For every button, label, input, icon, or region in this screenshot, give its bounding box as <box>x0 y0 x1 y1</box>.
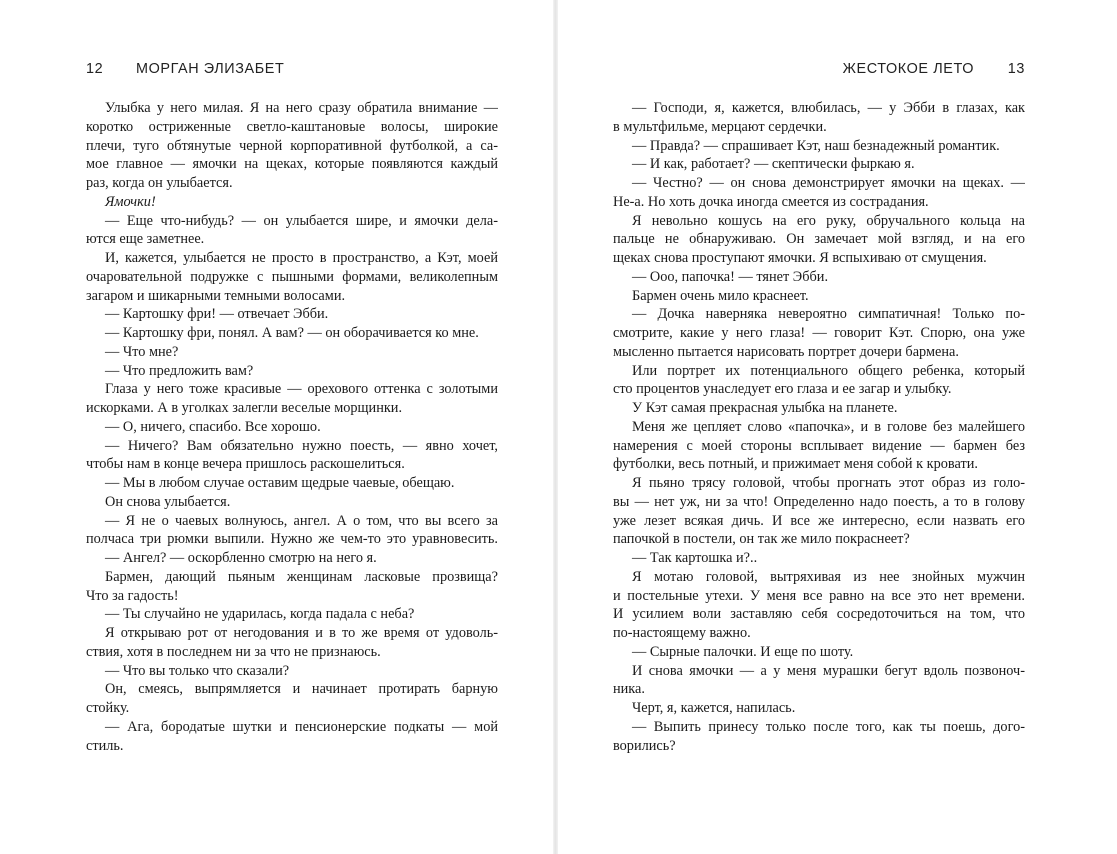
running-head-author: МОРГАН ЭЛИЗАБЕТ <box>136 61 285 77</box>
text-line: И усилием воли заставляю себя сосредоточиться на том, что <box>613 606 1025 623</box>
text-line: Ямочки! <box>105 193 156 210</box>
text-line: — Еще что-нибудь? — он улыбается шире, и ямочки дела- <box>105 212 498 229</box>
text-line: — И как, работает? — скептически фыркаю я. <box>632 156 915 173</box>
text-line: — Дочка наверняка невероятно симпатичная! Только по- <box>632 306 1025 323</box>
text-line: Не-а. Но хоть дочка иногда смеется из сострадания. <box>613 193 929 210</box>
text-line: — Я не о чаевых волнуюсь, ангел. А о том, что вы всего за <box>105 512 498 529</box>
text-line: Я невольно кошусь на его руку, обручального кольца на <box>632 212 1025 229</box>
text-line: Бармен очень мило краснеет. <box>632 287 809 304</box>
body-text <box>613 99 1025 755</box>
text-line: загаром и шикарными темными волосами. <box>86 287 346 304</box>
text-line: и постельные утехи. У меня все равно на все это нет времени. <box>613 587 1025 604</box>
text-line: папочкой в постели, он так же мило покраснеет? <box>613 531 910 548</box>
right-page <box>558 0 1117 854</box>
text-line: раз, когда он улыбается. <box>86 175 233 191</box>
text-line: ворились? <box>613 737 676 754</box>
text-line: Черт, я, кажется, напилась. <box>632 700 796 716</box>
text-line: Он, смеясь, выпрямляется и начинает протирать барную <box>105 681 498 698</box>
text-line: уже лезет всякая дичь. И все же интересно, если назвать его <box>613 512 1025 529</box>
text-line: искорками. А в уголках залегли веселые морщинки. <box>86 400 403 416</box>
text-line: — Ты случайно не ударилась, когда падала с неба? <box>105 606 415 623</box>
text-line: — Что предложить вам? <box>105 362 254 379</box>
text-line: Я открываю рот от негодования и в то же время от удоволь- <box>105 625 498 641</box>
text-line: Глаза у него тоже красивые — орехового оттенка с золотыми <box>105 381 498 398</box>
text-line: — Сырные палочки. И еще по шоту. <box>632 643 854 660</box>
text-line: Или портрет их потенциального общего ребенка, который <box>632 362 1025 379</box>
text-line: — Честно? — он снова демонстрирует ямочки на щеках. — <box>632 175 1025 191</box>
text-line: — Картошку фри! — отвечает Эбби. <box>105 306 329 323</box>
text-line: плечи, туго обтянутые черной корпоративной футболкой, а са- <box>86 137 498 154</box>
text-line: — Ооо, папочка! — тянет Эбби. <box>632 268 829 285</box>
text-line: — Выпить принесу только после того, как ты поешь, дого- <box>632 718 1025 735</box>
text-line: — Ага, бородатые шутки и пенсионерские подкаты — мой <box>105 718 498 735</box>
text-line: щеках снова проступают ямочки. Я вспыхиваю от смущения. <box>613 250 987 266</box>
text-line: чтобы нам в конце вечера пришлось раскошелиться. <box>86 456 405 473</box>
text-line: ются еще заметнее. <box>86 231 205 248</box>
text-line: коротко остриженные светло-каштановые волосы, широкие <box>86 118 498 135</box>
text-line: в мультфильме, мерцают сердечки. <box>613 118 827 135</box>
text-line: очаровательной подружке с пышными формами, великолепным <box>86 268 498 285</box>
text-line: У Кэт самая прекрасная улыбка на планете. <box>632 400 898 416</box>
page-number: 12 <box>86 61 104 77</box>
text-line: по-настоящему важно. <box>613 625 751 641</box>
text-line: намерения с моей стороны всплывает видение — бармен без <box>613 437 1025 454</box>
text-line: — О, ничего, спасибо. Все хорошо. <box>105 418 321 435</box>
text-line: Я пьяно трясу головой, чтобы прогнать этот образ из голо- <box>632 475 1025 491</box>
text-line: — Картошку фри, понял. А вам? — он оборачивается ко мне. <box>105 325 479 341</box>
text-line: смотрите, какие у него глаза! — говорит Кэт. Спорю, она уже <box>613 325 1025 341</box>
text-line: — Так картошка и?.. <box>632 550 758 566</box>
text-line: стиль. <box>86 737 124 754</box>
text-line: пальце не обнаруживаю. Он замечает мой взгляд, и на его <box>613 231 1025 248</box>
text-line: — Правда? — спрашивает Кэт, наш безнадежный романтик. <box>632 137 1000 154</box>
text-line: Что за гадость! <box>86 587 179 604</box>
text-line: футболки, весь потный, и прижимает меня собой к кровати. <box>613 456 978 473</box>
text-line: Он снова улыбается. <box>105 493 231 510</box>
text-line: Я мотаю головой, вытряхивая из нее знойных мужчин <box>632 568 1025 585</box>
text-line: — Что мне? <box>105 343 179 360</box>
text-line: Бармен, дающий пьяным женщинам ласковые прозвища? <box>105 568 498 585</box>
body-text <box>86 99 498 755</box>
running-head-title: ЖЕСТОКОЕ ЛЕТО <box>842 61 974 77</box>
text-line: вы — нет уж, ни за что! Определенно надо поесть, а то в голову <box>613 493 1025 510</box>
text-line: — Ангел? — оскорбленно смотрю на него я. <box>105 550 377 566</box>
page-number: 13 <box>1007 61 1025 77</box>
text-line: мысленно пытается нарисовать портрет дочери бармена. <box>613 343 959 360</box>
text-line: — Что вы только что сказали? <box>105 662 290 679</box>
text-line: ника. <box>613 681 645 698</box>
left-page <box>0 0 553 854</box>
text-line: — Мы в любом случае оставим щедрые чаевые, обещаю. <box>105 475 455 491</box>
text-line: Улыбка у него милая. Я на него сразу обратила внимание — <box>105 100 498 116</box>
text-line: Меня же цепляет слово «папочка», и в голове без малейшего <box>632 418 1025 435</box>
text-line: — Господи, я, кажется, влюбилась, — у Эбби в глазах, как <box>632 100 1025 116</box>
text-line: стойку. <box>86 700 130 716</box>
text-line: И снова ямочки — а у меня мурашки бегут вдоль позвоноч- <box>632 662 1025 679</box>
text-line: сто процентов унаследует его глаза и ее загар и улыбку. <box>613 381 952 398</box>
text-line: полчаса три рюмки выпили. Нужно же чем-то это уравновесить. <box>86 531 498 548</box>
text-line: И, кажется, улыбается не просто в пространство, а Кэт, моей <box>105 250 498 266</box>
text-line: ствия, хотя в последнем ни за что не признаюсь. <box>86 643 381 660</box>
text-line: мое главное — ямочки на щеках, которые появляются каждый <box>86 156 498 173</box>
text-line: — Ничего? Вам обязательно нужно поесть, — явно хочет, <box>105 437 498 454</box>
